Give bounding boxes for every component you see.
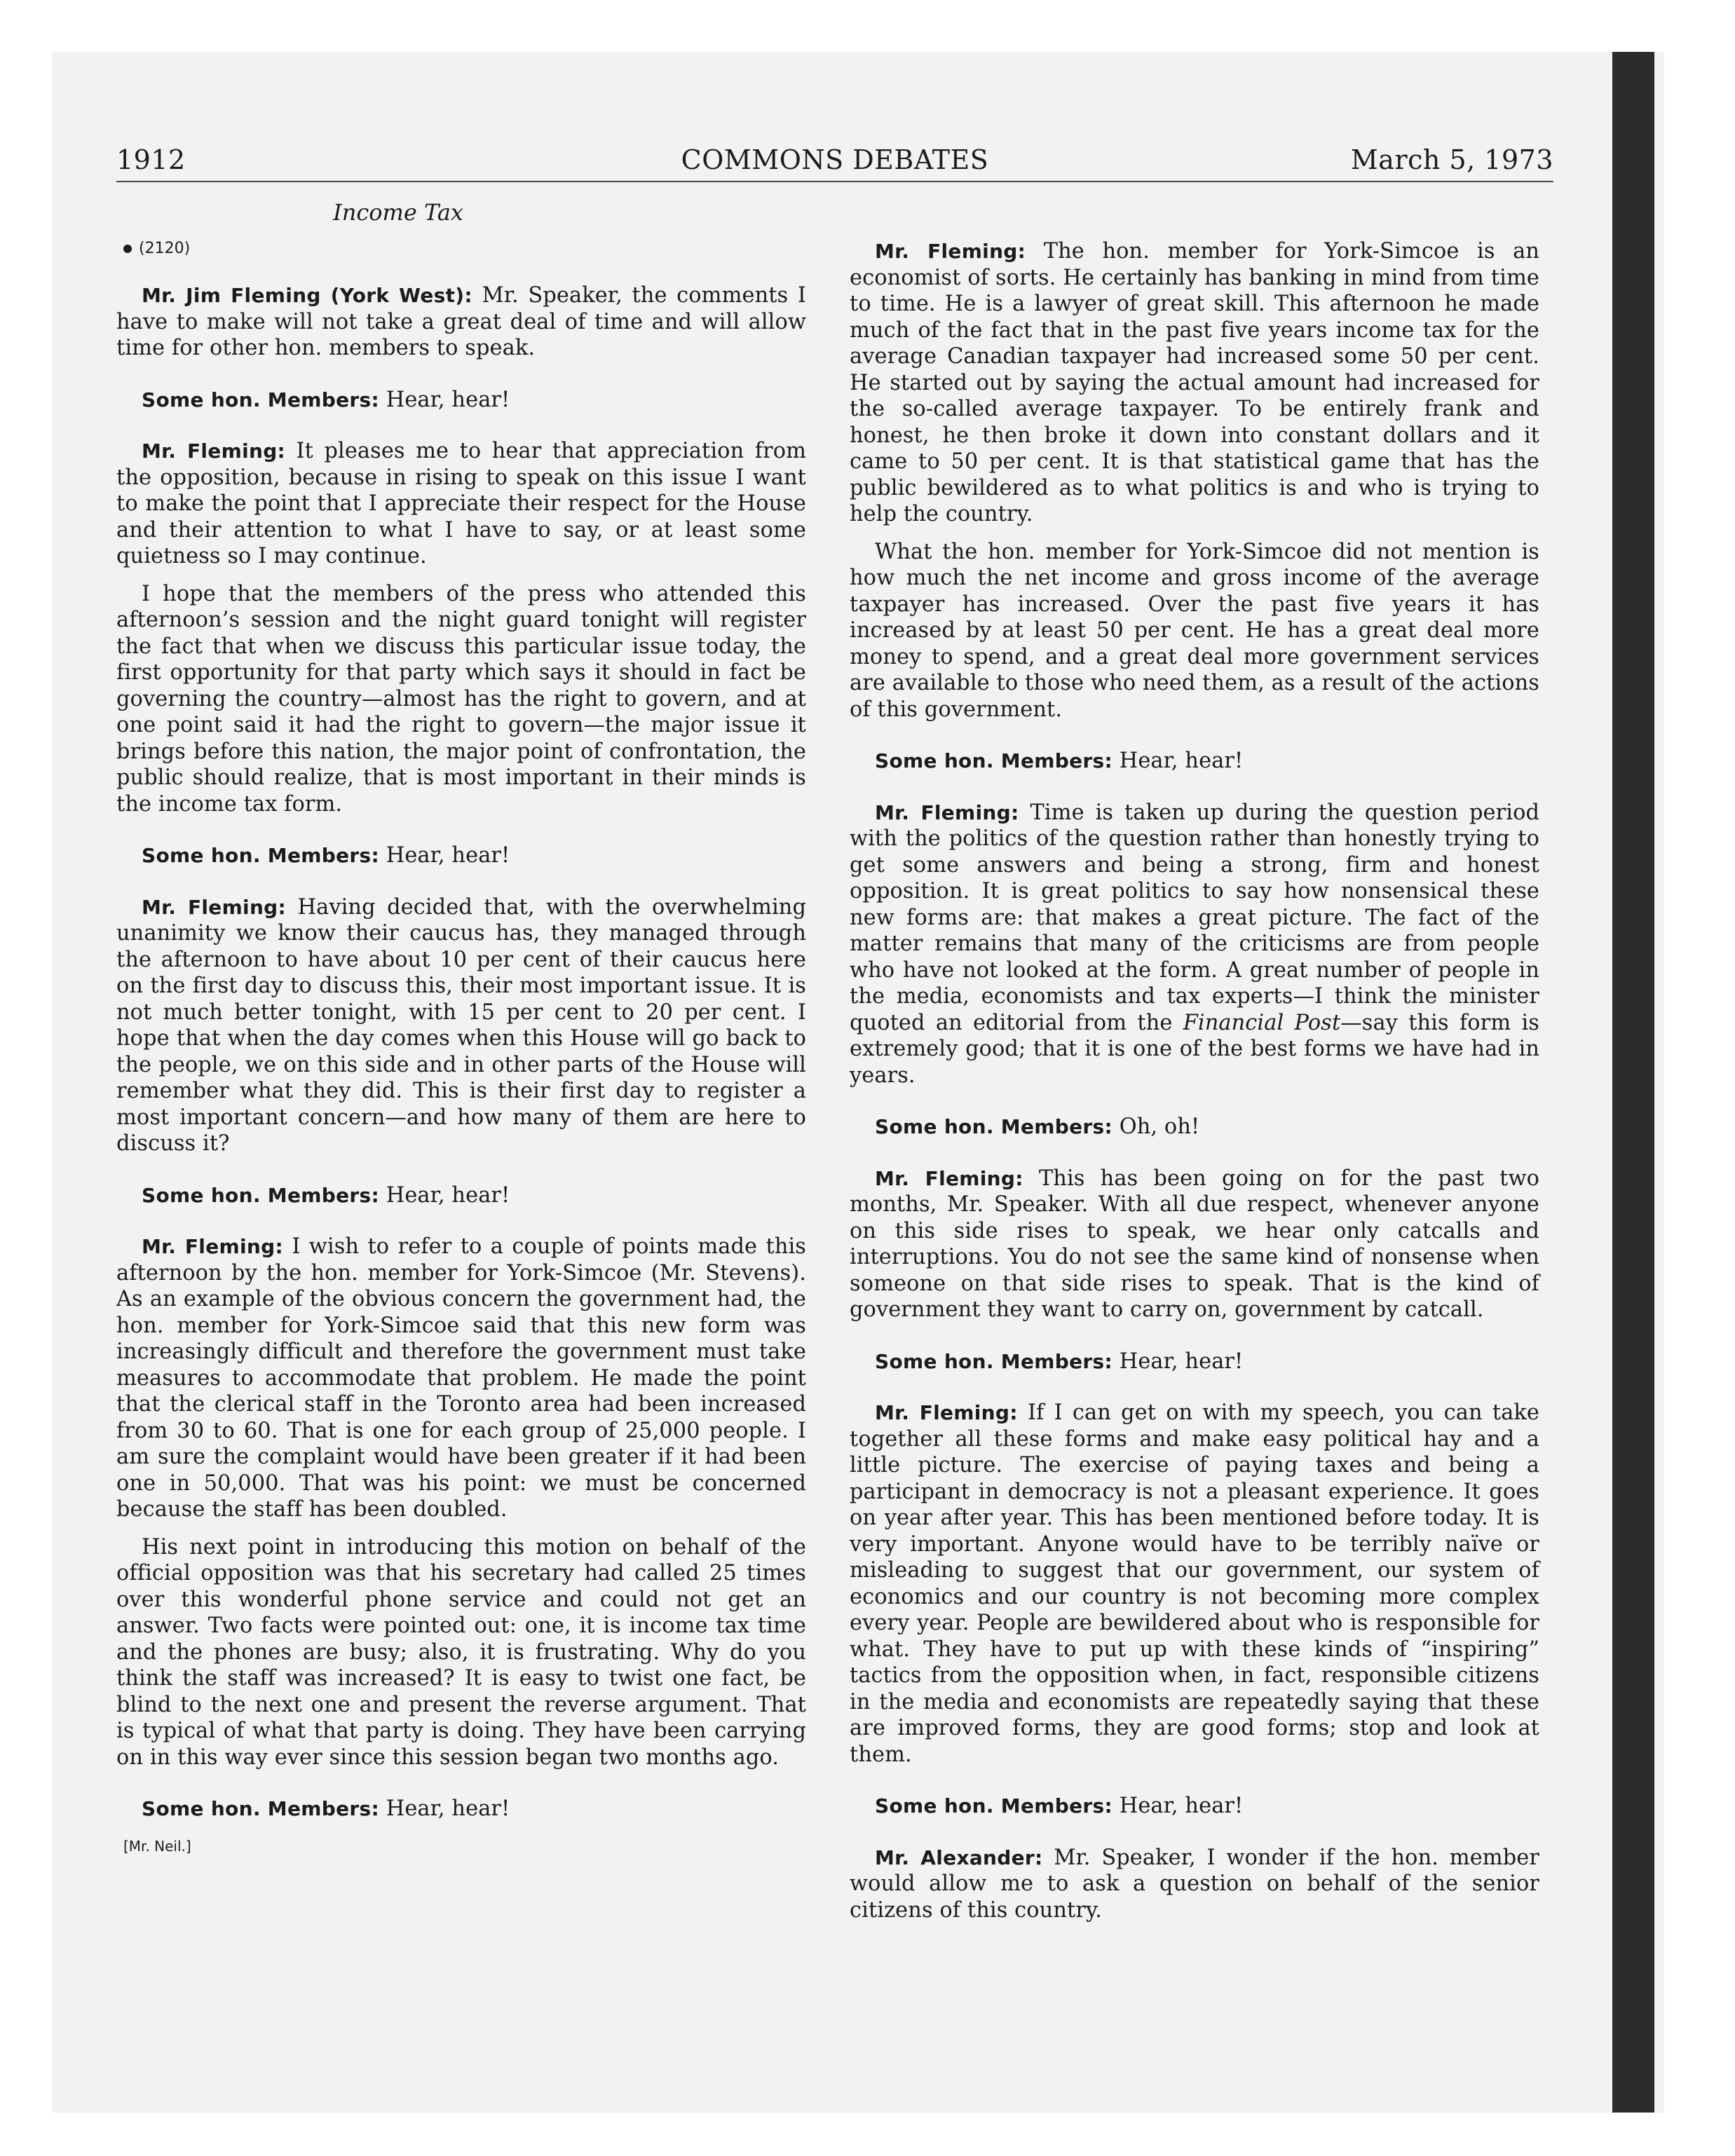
speech-text: Having decided that, with the overwhelming unanimity we know their caucus has, they managed through the afternoon to have about 10 per cent of their caucus here on the first day to discuss this, their most important issue. It is not much better tonight, with 15 per cent to 20 per cent. I hope that when the day comes when this House will go back to the people, we on this side and in other parts of the House will remember what they did. This is their first day to register a most important concern—and how many of them are here to discuss it?: [116, 894, 807, 1156]
speech-text: I wish to refer to a couple of points made this afternoon by the hon. member for York-Simcoe (Mr. Stevens). As an example of the obvious concern the government had, the hon. member for York-Simcoe said that this new form was increasingly difficult and therefore the government must take measures to accommodate that problem. He made the point that the clerical staff in the Toronto area had been increased from 30 to 60. That is one for each group of 25,000 people. I am sure the complaint would have been greater if it had been one in 50,000. That was his point: we must be concerned because the staff has been doubled.: [116, 1234, 807, 1522]
speech-paragraph: [116, 282, 806, 362]
interjection-paragraph: [116, 1182, 806, 1209]
speech-text: The hon. member for York-Simcoe is an economist of sorts. He certainly has banking in mind from time to time. He is a lawyer of great skill. This afternoon he made much of the fact that in the past five years income tax for the average Canadian taxpayer had increased some 50 per cent. He started out by saying the actual amount had increased for the so-called average taxpayer. To be entirely frank and honest, he then broke it down into constant dollars and it came to 50 per cent. It is that statistical game that has the public bewildered as to what politics is and who is trying to help the country.: [850, 239, 1539, 526]
speaker-name: Mr. Fleming:: [142, 895, 287, 919]
speech-text: It pleases me to hear that appreciation from the opposition, because in rising to speak on this issue I want to make the point that I appreciate their respect for the House and their attention to what I have to say, or at least some quietness so I may continue.: [116, 439, 807, 568]
speaker-name: Mr. Fleming:: [875, 800, 1019, 824]
page-number: 1912: [116, 144, 186, 175]
sitting-date: March 5, 1973: [1350, 144, 1553, 175]
interjection-paragraph: [850, 1114, 1539, 1140]
speech-text: —say this form is extremely good; that it is one of the best forms we have had in years.: [850, 1010, 1539, 1088]
speaker-name: Some hon. Members:: [142, 844, 379, 867]
timestamp-marker: [123, 240, 806, 257]
speech-paragraph: [850, 1400, 1539, 1768]
speaker-name: Mr. Jim Fleming (York West):: [142, 284, 472, 307]
speaker-name: Mr. Fleming:: [142, 1235, 283, 1258]
interjection-paragraph: [850, 1793, 1539, 1820]
speech-paragraph: [116, 438, 806, 570]
interjection-text: Oh, oh!: [1119, 1114, 1200, 1139]
speaker-name: Mr. Fleming:: [875, 1166, 1023, 1190]
continuation-paragraph: [116, 1534, 806, 1771]
speaker-name: Some hon. Members:: [142, 1797, 379, 1820]
speech-paragraph: [850, 238, 1539, 528]
timestamp-text: (2120): [139, 240, 191, 257]
speaker-name: Some hon. Members:: [875, 1349, 1113, 1373]
speaker-name: Some hon. Members:: [142, 388, 379, 411]
speech-text: If I can get on with my speech, you can take together all these forms and make easy political hay and a little picture. The exercise of paying taxes and being a participant in democracy is not a pleasant experience. It goes on year after year. This has been mentioned before today. It is very important. Anyone would have to be terribly naïve or misleading to suggest that our government, our system of economics and our country is not becoming more complex every year. People are bewildered about who is responsible for what. They have to put up with these kinds of “inspiring” tactics from the opposition when, in fact, responsible citizens in the media and economists are repeatedly saying that these are improved forms, they are good forms; stop and look at them.: [850, 1400, 1540, 1767]
speaker-reference: [Mr. Neil.]: [123, 1837, 191, 1855]
speaker-name: Some hon. Members:: [875, 749, 1113, 772]
interjection-paragraph: [850, 748, 1539, 775]
speaker-name: Mr. Fleming:: [142, 439, 286, 463]
speech-text: His next point in introducing this motion on behalf of the official opposition was that his secretary had called 25 times over this wonderful phone service and could not get an answer. Two facts were pointed out: one, it is income tax time and the phones are busy; also, it is frustrating. Why do you think the staff was increased? It is easy to twist one fact, be blind to the next one and present the reverse argument. That is typical of what that party is doing. They have been carrying on in this way ever since this session began two months ago.: [116, 1534, 806, 1770]
speech-text: I hope that the members of the press who attended this afternoon’s session and the night guard tonight will register the fact that when we discuss this particular issue today, the first opportunity for that party which says it should in fact be governing the country—almost has the right to govern, and at one point said it had the right to govern—the major issue it brings before this nation, the major point of confrontation, the public should realize, that is most important in their minds is the income tax form.: [116, 581, 806, 817]
publication-title: COMMONS DEBATES: [681, 144, 989, 175]
interjection-paragraph: [116, 387, 806, 414]
interjection-text: Hear, hear!: [386, 387, 510, 412]
interjection-text: Hear, hear!: [1119, 1794, 1244, 1818]
speech-paragraph: [116, 894, 806, 1157]
speech-paragraph: [850, 1845, 1539, 1924]
continuation-paragraph: [850, 539, 1539, 723]
interjection-paragraph: [116, 1796, 806, 1822]
speech-paragraph: [850, 800, 1539, 1089]
speech-text: Mr. Speaker, the comments I have to make will not take a great deal of time and will allow time for other hon. members to speak.: [116, 283, 806, 360]
speech-paragraph: [116, 1234, 806, 1523]
speech-text: Mr. Speaker, I wonder if the hon. member would allow me to ask a question on behalf of the senior citizens of this country.: [850, 1845, 1539, 1923]
speech-paragraph: [850, 1166, 1539, 1323]
speaker-name: Mr. Alexander:: [875, 1845, 1043, 1869]
interjection-text: Hear, hear!: [386, 1182, 510, 1208]
scan-edge-bar: [1612, 52, 1654, 2113]
interjection-text: Hear, hear!: [1119, 1349, 1244, 1374]
speaker-name: Some hon. Members:: [875, 1794, 1113, 1817]
interjection-text: Hear, hear!: [1119, 749, 1244, 773]
running-head: [116, 144, 1553, 182]
interjection-text: Hear, hear!: [386, 843, 510, 868]
subject-heading: Income Tax: [333, 199, 463, 226]
interjection-paragraph: [850, 1349, 1539, 1375]
speech-text: What the hon. member for York-Simcoe did not mention is how much the net income and gross income of the average taxpayer has increased. Over the past five years it has increased by at least 50 per cent. He has a great deal more money to spend, and a great deal more government services are available to those who need them, as a result of the actions of this government.: [850, 539, 1539, 722]
interjection-paragraph: [116, 842, 806, 869]
left-column: [116, 189, 806, 1855]
speech-text: This has been going on for the past two months, Mr. Speaker. With all due respect, whenever anyone on this side rises to speak, we hear only catcalls and interruptions. You do not see the same kind of nonsense when someone on that side rises to speak. That is the kind of government they want to carry on, government by catcall.: [850, 1166, 1540, 1322]
speaker-name: Mr. Fleming:: [875, 240, 1026, 263]
interjection-text: Hear, hear!: [386, 1796, 510, 1821]
speaker-name: Some hon. Members:: [142, 1183, 379, 1207]
publication-name: Financial Post: [1183, 1010, 1341, 1035]
continuation-paragraph: [116, 581, 806, 818]
bullet-icon: [123, 245, 132, 253]
speech-text: Time is taken up during the question period with the politics of the question rather than honestly trying to get some answers and being a strong, firm and honest opposition. It is great politics to say how nonsensical these new forms are: that makes a great picture. The fact of the matter remains that many of the criticisms are from people who have not looked at the form. A great number of people in the media, economists and tax experts—I think the minister quoted an editorial from the: [850, 800, 1540, 1035]
speaker-name: Mr. Fleming:: [875, 1401, 1018, 1424]
right-column: [850, 238, 1539, 1923]
speaker-name: Some hon. Members:: [875, 1115, 1113, 1138]
